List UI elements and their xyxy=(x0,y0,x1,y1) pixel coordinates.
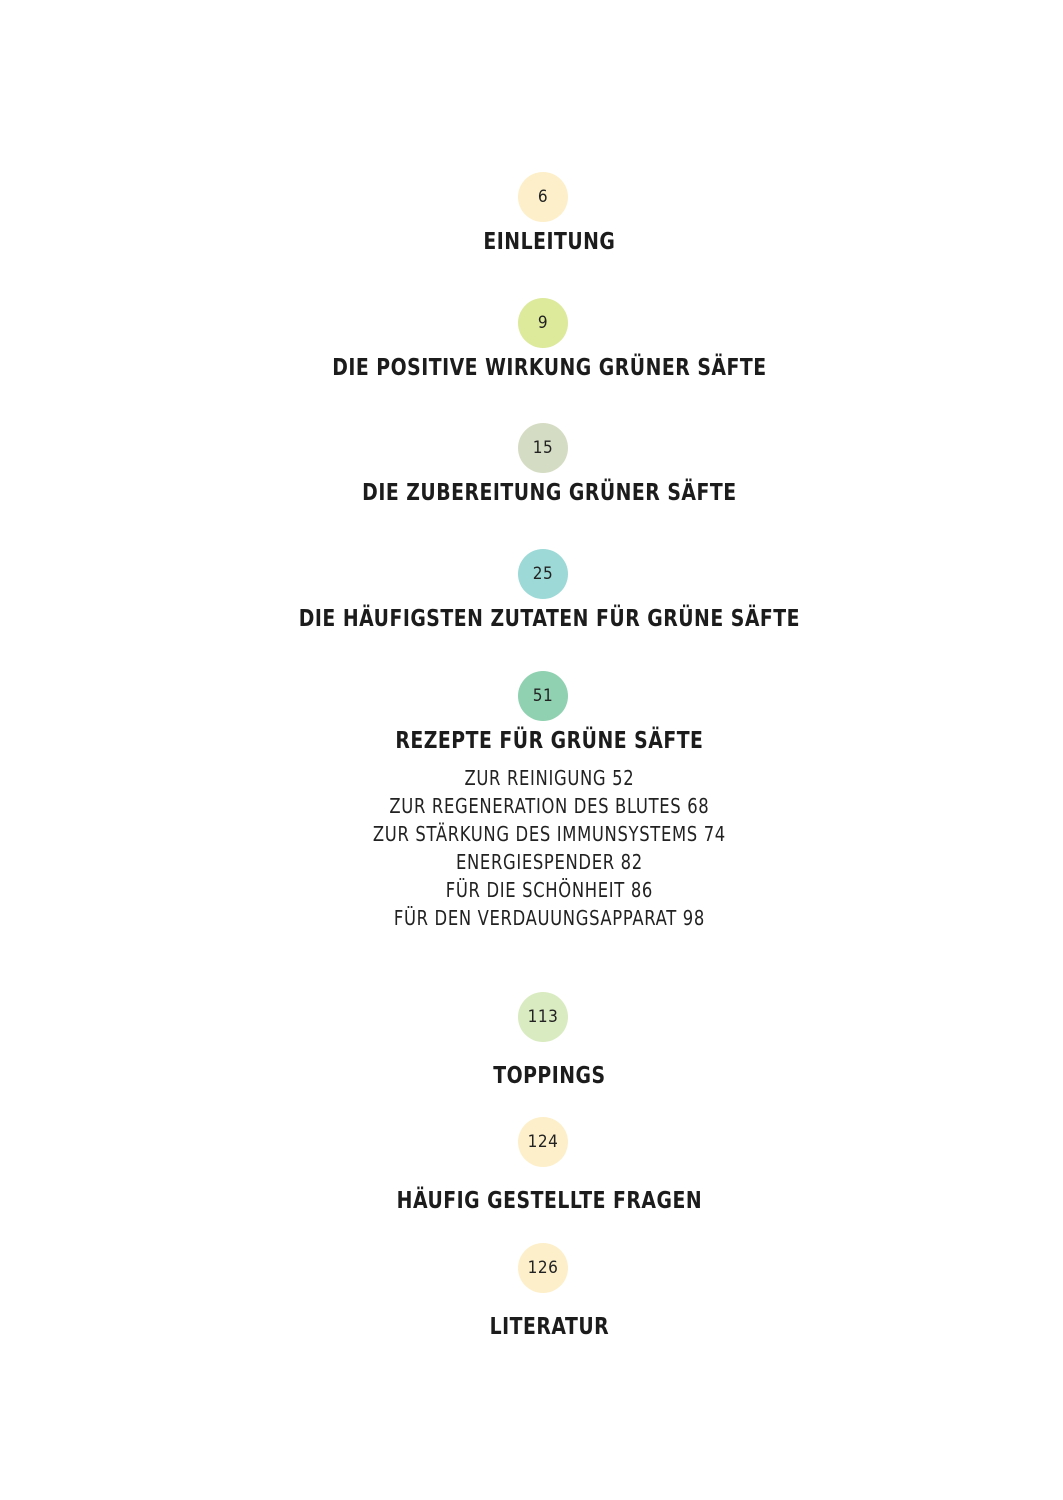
page-badge-rezepte[interactable]: 51 xyxy=(518,671,568,721)
toc-subitem-energiespender[interactable]: ENERGIESPENDER 82 xyxy=(455,850,643,874)
toc-subitem-immunsystem[interactable]: ZUR STÄRKUNG DES IMMUNSYSTEMS 74 xyxy=(372,822,726,846)
page-badge-fragen[interactable]: 124 xyxy=(518,1117,568,1167)
page-badge-literatur[interactable]: 126 xyxy=(518,1243,568,1293)
page-badge-toppings[interactable]: 113 xyxy=(518,992,568,1042)
toc-subitem-reinigung[interactable]: ZUR REINIGUNG 52 xyxy=(464,766,635,790)
toc-heading-einleitung[interactable]: EINLEITUNG xyxy=(483,229,616,255)
toc-heading-zubereitung[interactable]: DIE ZUBEREITUNG GRÜNER SÄFTE xyxy=(362,480,737,506)
page-badge-zutaten[interactable]: 25 xyxy=(518,549,568,599)
toc-heading-rezepte[interactable]: REZEPTE FÜR GRÜNE SÄFTE xyxy=(395,728,704,754)
toc-subitem-regeneration[interactable]: ZUR REGENERATION DES BLUTES 68 xyxy=(389,794,710,818)
toc-heading-literatur[interactable]: LITERATUR xyxy=(489,1314,610,1340)
toc-heading-fragen[interactable]: HÄUFIG GESTELLTE FRAGEN xyxy=(396,1188,703,1214)
toc-heading-positive-wirkung[interactable]: DIE POSITIVE WIRKUNG GRÜNER SÄFTE xyxy=(332,355,767,381)
page-badge-positive-wirkung[interactable]: 9 xyxy=(518,298,568,348)
toc-subitem-schoenheit[interactable]: FÜR DIE SCHÖNHEIT 86 xyxy=(445,878,654,902)
toc-subitem-verdauung[interactable]: FÜR DEN VERDAUUNGSAPPARAT 98 xyxy=(393,906,705,930)
toc-heading-zutaten[interactable]: DIE HÄUFIGSTEN ZUTATEN FÜR GRÜNE SÄFTE xyxy=(298,606,801,632)
recipe-subsections xyxy=(99,764,1000,932)
page-badge-einleitung[interactable]: 6 xyxy=(518,172,568,222)
toc-heading-toppings[interactable]: TOPPINGS xyxy=(493,1063,606,1089)
page-badge-zubereitung[interactable]: 15 xyxy=(518,423,568,473)
